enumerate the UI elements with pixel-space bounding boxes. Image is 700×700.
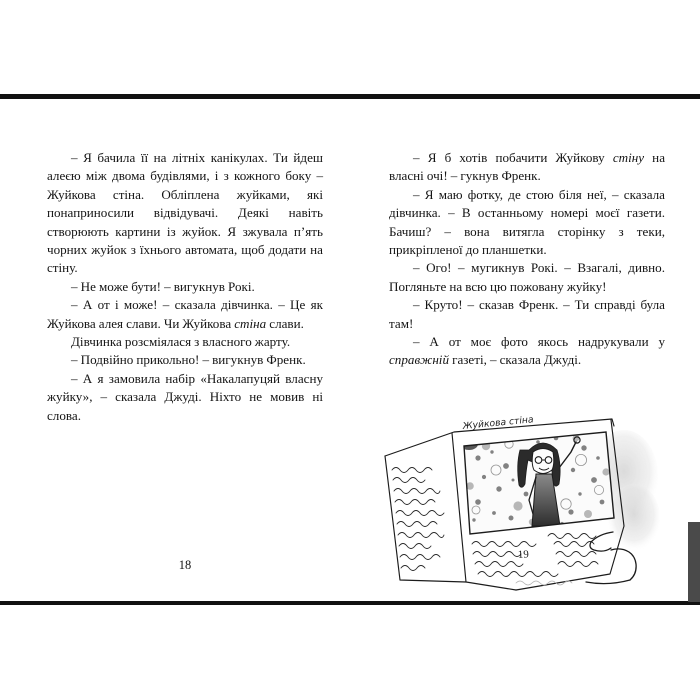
newspaper-headline: Жуйкова стіна: [462, 414, 535, 432]
italic-word: справжній: [389, 352, 449, 368]
paragraph: – Не може бути! – вигукнув Рокі.: [71, 278, 255, 294]
paragraph: – Я маю фотку, де стою біля неї, – сказала дівчинка. – В останньому номері моєї газети. Бачиш? – вона витягла сторінку з теки, прикріпленої до планшетки.: [389, 186, 665, 258]
paragraph: – А я замовила набір «Накалапуцяй власну жуйку», – сказала Джуді. Ніхто не мовив ні слова.: [47, 370, 323, 423]
paragraph-text-b: слави.: [266, 315, 304, 331]
paragraph: – Подвійно прикольно! – вигукнув Френк.: [71, 352, 306, 368]
right-page-text-column: [389, 149, 665, 370]
squiggle-text-left: [392, 468, 444, 571]
paragraph: Дівчинка розсміялася з власного жарту.: [71, 334, 291, 350]
italic-word: стіна: [234, 315, 267, 331]
illustration-newspaper-in-hand: [366, 414, 686, 604]
paragraph: [389, 333, 665, 370]
paragraph-text-a: – Я б хотів побачити Жуйкову: [413, 150, 613, 165]
paragraph: [47, 296, 323, 333]
book-spread: [0, 99, 700, 601]
paragraph: – Ого! – мугикнув Рокі. – Взагалі, дивно. Погляньте на всю цю пожовану жуйку!: [389, 260, 665, 294]
squiggle-text-body: [472, 534, 598, 577]
paragraph-text-a: – А от і може! – сказала дівчинка. – Це як Жуйкова алея слави. Чи Жуйкова: [47, 297, 323, 331]
paragraph: [389, 149, 665, 186]
page-number-left: 18: [178, 558, 192, 572]
newspaper-page-number: 19: [517, 548, 530, 561]
left-page-text-column: [47, 149, 323, 425]
paragraph: – Я бачила її на літніх канікулах. Ти йдеш алеєю між двома будівлями, і з кожного боку – Жуйкова стіна. Обліплена жуйками, які понаприносили відвідувачі. Деякі навіть створюють картини із жуйок. Я зжувала п’ять чорних жуйок з їхнього автомата, щоб додати на стіну.: [47, 150, 323, 276]
paragraph-text-b: на власні очі! – гукнув Френк.: [389, 150, 665, 184]
paragraph-text-b: газеті, – сказала Джуді.: [449, 352, 582, 368]
paragraph-text-a: – А от моє фото якось надрукували у: [413, 334, 665, 350]
paragraph: – Круто! – сказав Френк. – Ти справді була там!: [389, 297, 665, 331]
italic-word: стіну: [612, 150, 645, 165]
